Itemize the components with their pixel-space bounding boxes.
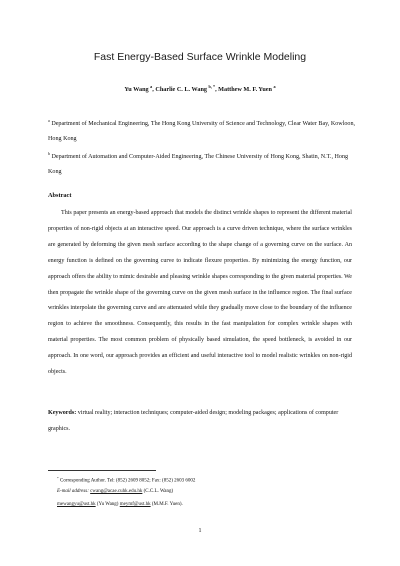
abstract-body: This paper presents an energy-based approach that models the distinct wrinkle shapes to represent the different material properties of non-rigid objects at an interactive speed. Our approach is a curve driven technique, where the surface wrinkles are generated by deforming the given mesh surface according to the shape change of a governing curve on the surface. An energy function is defined on the governing curve to indicate flexure properties. By minimizing the energy function, our approach offers the ability to mimic desirable and pleasing wrinkle shapes corresponding to the given material properties. We then propagate the wrinkle shape of the governing curve on the given mesh surface in the influence region. The final surface wrinkles interpolate the governing curve and are attenuated while they gradually move close to the boundary of the influence region to achieve the smoothness. Consequently, this results in the fast manipulation for complex wrinkle shapes with material properties. The most common problem of physically based simulation, the speed bottleneck, is avoided in our approach. In one word, our approach provides an efficient and useful interactive tool to model realistic wrinkles on non-rigid objects. (48, 210, 352, 376)
page-number: 1 (198, 528, 202, 534)
affiliation-mark: a (48, 118, 50, 123)
affiliation-text: Department of Automation and Computer-Aided Engineering, The Chinese University of Hong Kong, Shatin, N.T., Hong Kong (48, 154, 349, 176)
author-line: Yu Wang $^a$, Charlie C. L. Wang $^{b, *}$, Matthew M. F. Yuen $^a$ (124, 84, 276, 94)
footnote-corresponding (57, 474, 195, 486)
author-affiliation-mark: a (150, 84, 153, 89)
affiliation (48, 146, 360, 180)
email-owner: (M.M.F. Yuen). (151, 502, 183, 507)
footnote-email-line (57, 488, 173, 496)
author-affiliation-mark: a (273, 84, 276, 89)
affiliation (48, 113, 360, 147)
email-label: E-mail address: (57, 489, 89, 494)
paper-title: Fast Energy-Based Surface Wrinkle Modeling (93, 51, 307, 63)
corresponding-author-text: Corresponding Author. Tel: (852) 2609 8052; Fax: (852) 2603 6002 (60, 478, 196, 484)
author-name: Matthew M. F. Yuen (218, 86, 272, 94)
author-name: Yu Wang (124, 86, 149, 94)
email-link[interactable]: meymf@ust.hk (119, 502, 151, 507)
author-name: Charlie C. L. Wang (155, 86, 207, 94)
abstract-heading: Abstract (48, 192, 72, 199)
keywords-label: Keywords: (48, 410, 77, 416)
footnote-email-line (57, 501, 183, 509)
keywords (48, 406, 352, 437)
email-link[interactable]: cwang@acae.cuhk.edu.hk (90, 489, 143, 494)
email-owner: (Yu Wang) (96, 502, 119, 507)
email-owner: (C.C.L. Wang) (143, 489, 174, 494)
author-affiliation-mark: b, * (208, 84, 216, 89)
affiliation-mark: b (48, 151, 50, 156)
email-link[interactable]: mewangyu@ust.hk (57, 502, 96, 507)
footnote-mark: * (57, 476, 59, 480)
footnote-rule (48, 470, 156, 471)
affiliation-text: Department of Mechanical Engineering, The Hong Kong University of Science and Technology, Clear Water Bay, Kowloon, Hong Kong (48, 121, 356, 143)
keywords-text: virtual reality; interaction techniques; computer-aided design; modeling packages; applications of computer graphics. (48, 410, 339, 432)
